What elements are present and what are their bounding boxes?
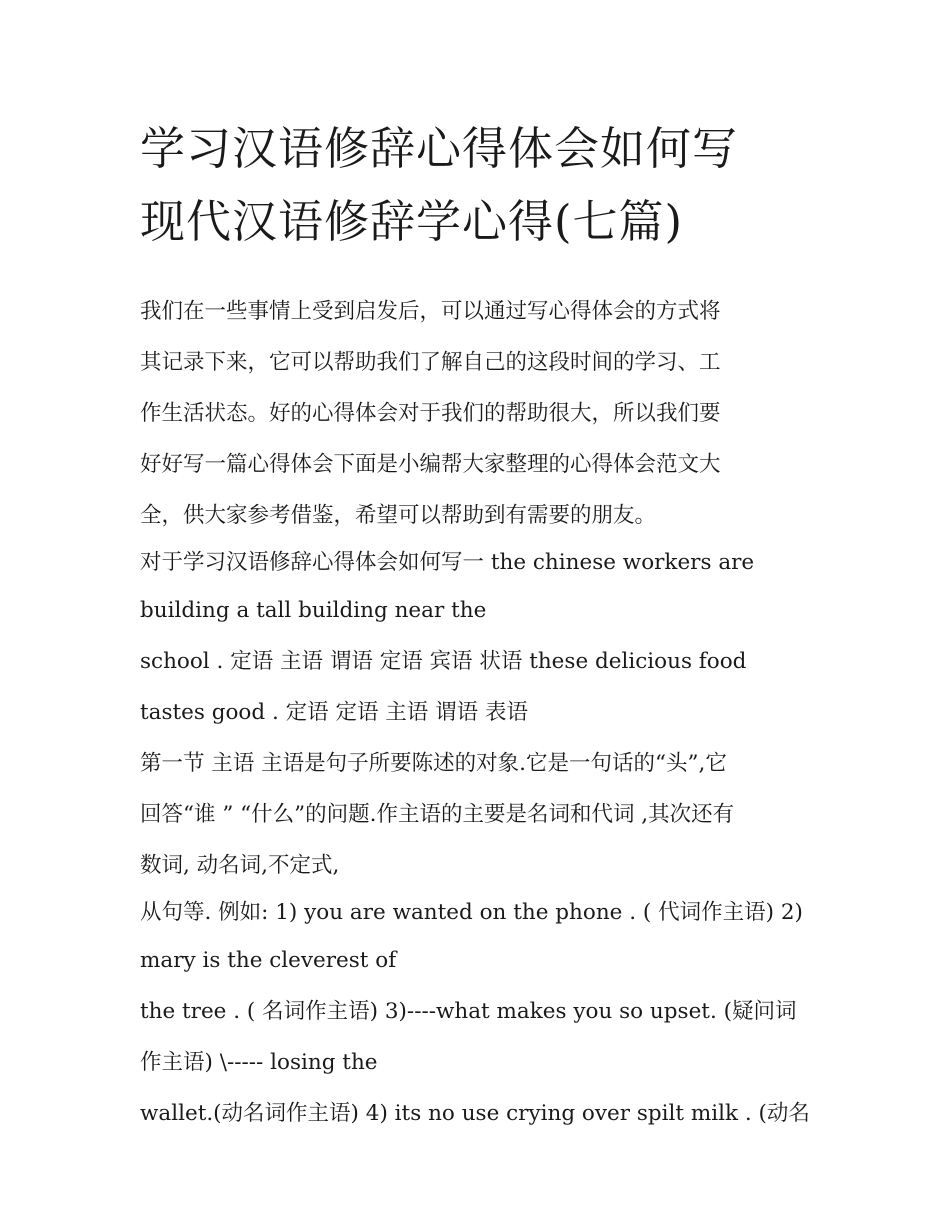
- body-line: 回答“谁 ” “什么”的问题.作主语的主要是名词和代词 ,其次还有: [140, 802, 735, 827]
- body-line: the tree . ( 名词作主语) 3)----what makes you so upset. (疑问词: [140, 999, 797, 1024]
- body-line: 对于学习汉语修辞心得体会如何写一 the chinese workers are: [140, 550, 755, 575]
- body-line: 第一节 主语 主语是句子所要陈述的对象.它是一句话的“头”,它: [140, 751, 727, 776]
- body-line: mary is the cleverest of: [140, 948, 397, 973]
- body-text: [140, 541, 812, 1139]
- body-line: wallet.(动名词作主语) 4) its no use crying over spilt milk . (动名: [140, 1101, 810, 1126]
- intro-line: 作生活状态。好的心得体会对于我们的帮助很大，所以我们要: [140, 401, 721, 426]
- body-line: 从句等. 例如: 1) you are wanted on the phone . ( 代词作主语) 2): [140, 900, 803, 925]
- body-line: building a tall building near the: [140, 598, 487, 623]
- body-line: 数词, 动名词,不定式,: [140, 853, 340, 878]
- document-page: [140, 112, 812, 1139]
- body-line: 作主语) \----- losing the: [140, 1050, 378, 1075]
- body-line: school . 定语 主语 谓语 定语 宾语 状语 these delicious food: [140, 649, 747, 674]
- title-line: 现代汉语修辞学心得(七篇): [140, 195, 684, 248]
- body-line: tastes good . 定语 定语 主语 谓语 表语: [140, 700, 528, 725]
- intro-line: 全，供大家参考借鉴，希望可以帮助到有需要的朋友。: [140, 503, 657, 528]
- intro-paragraph: [140, 286, 812, 541]
- intro-line: 其记录下来，它可以帮助我们了解自己的这段时间的学习、工: [140, 350, 721, 375]
- title-line: 学习汉语修辞心得体会如何写: [140, 122, 739, 175]
- document-title: [140, 112, 812, 258]
- intro-line: 我们在一些事情上受到启发后，可以通过写心得体会的方式将: [140, 299, 721, 324]
- intro-line: 好好写一篇心得体会下面是小编帮大家整理的心得体会范文大: [140, 452, 721, 477]
